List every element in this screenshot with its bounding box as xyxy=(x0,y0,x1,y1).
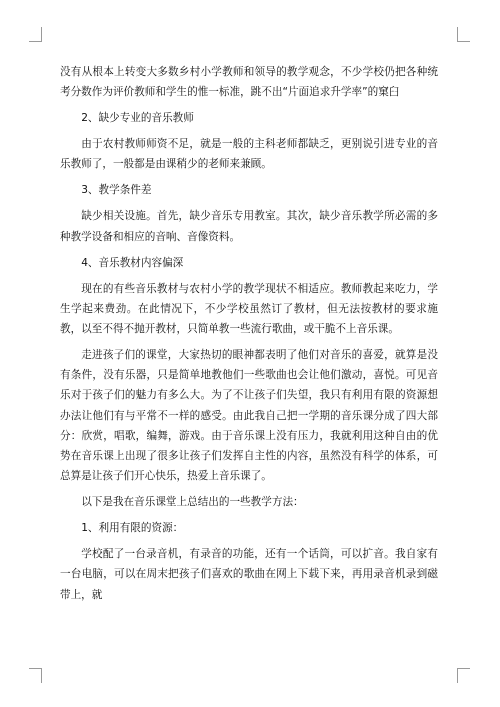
crop-mark-top-left xyxy=(29,27,42,42)
section-heading-conditions: 3、教学条件差 xyxy=(81,184,152,197)
crop-mark-bottom-right xyxy=(457,668,470,683)
paragraph-teachers: 由于农村教师师资不足，就是一般的主科老师都缺乏，更别说引进专业的音乐教师了，一般都是由课稍少的老师来兼顾。 xyxy=(60,138,438,171)
paragraph-continuation: 没有从根本上转变大多数乡村小学教师和领导的教学观念，不少学校仍把各种统考分数作为评价教师和学生的惟一标准，跳不出“片面追求升学率”的窠臼 xyxy=(60,66,438,99)
crop-mark-bottom-left xyxy=(29,668,42,683)
paragraph-classroom: 走进孩子们的课堂，大家热切的眼神都表明了他们对音乐的喜爱，就算是没有条件，没有乐器，只是简单地教他们一些歌曲也会让他们激动，喜悦。可见音乐对于孩子们的魅力有多么大。为了不让孩子们失望，我只有利用有限的资源想办法让他们有与平常不一样的感受。由此我自己把一学期的音乐课分成了四大部分：欣赏，唱歌，编舞，游戏。由于音乐课上没有压力，我就利用这种自由的优势在音乐课上出现了很多让孩子们发挥自主性的内容，虽然没有科学的体系，可总算是让孩子们开心快乐，热爱上音乐课了。 xyxy=(60,349,438,483)
crop-mark-top-right xyxy=(457,27,470,42)
paragraph-methods-intro: 以下是我在音乐课堂上总结出的一些教学方法： xyxy=(81,496,304,509)
paragraph-conditions: 缺少相关设施。首先，缺少音乐专用教室。其次，缺少音乐教学所必需的多种教学设备和相应的音响、音像资料。 xyxy=(60,210,438,243)
section-heading-resources: 1、利用有限的资源： xyxy=(81,522,184,535)
section-heading-textbooks: 4、音乐教材内容偏深 xyxy=(81,256,184,269)
paragraph-resources: 学校配了一台录音机，有录音的功能，还有一个话筒，可以扩音。我自家有一台电脑，可以在周末把孩子们喜欢的歌曲在网上下载下来，再用录音机录到磁带上，就 xyxy=(60,548,438,601)
section-heading-teachers: 2、缺少专业的音乐教师 xyxy=(81,112,194,125)
document-body xyxy=(60,62,438,611)
paragraph-textbooks: 现在的有些音乐教材与农村小学的教学现状不相适应。教师教起来吃力，学生学起来费劲。在此情况下，不少学校虽然订了教材，但无法按教材的要求施教，以至不得不抛开教材，只简单教一些流行歌曲，或干脆不上音乐课。 xyxy=(60,282,438,336)
